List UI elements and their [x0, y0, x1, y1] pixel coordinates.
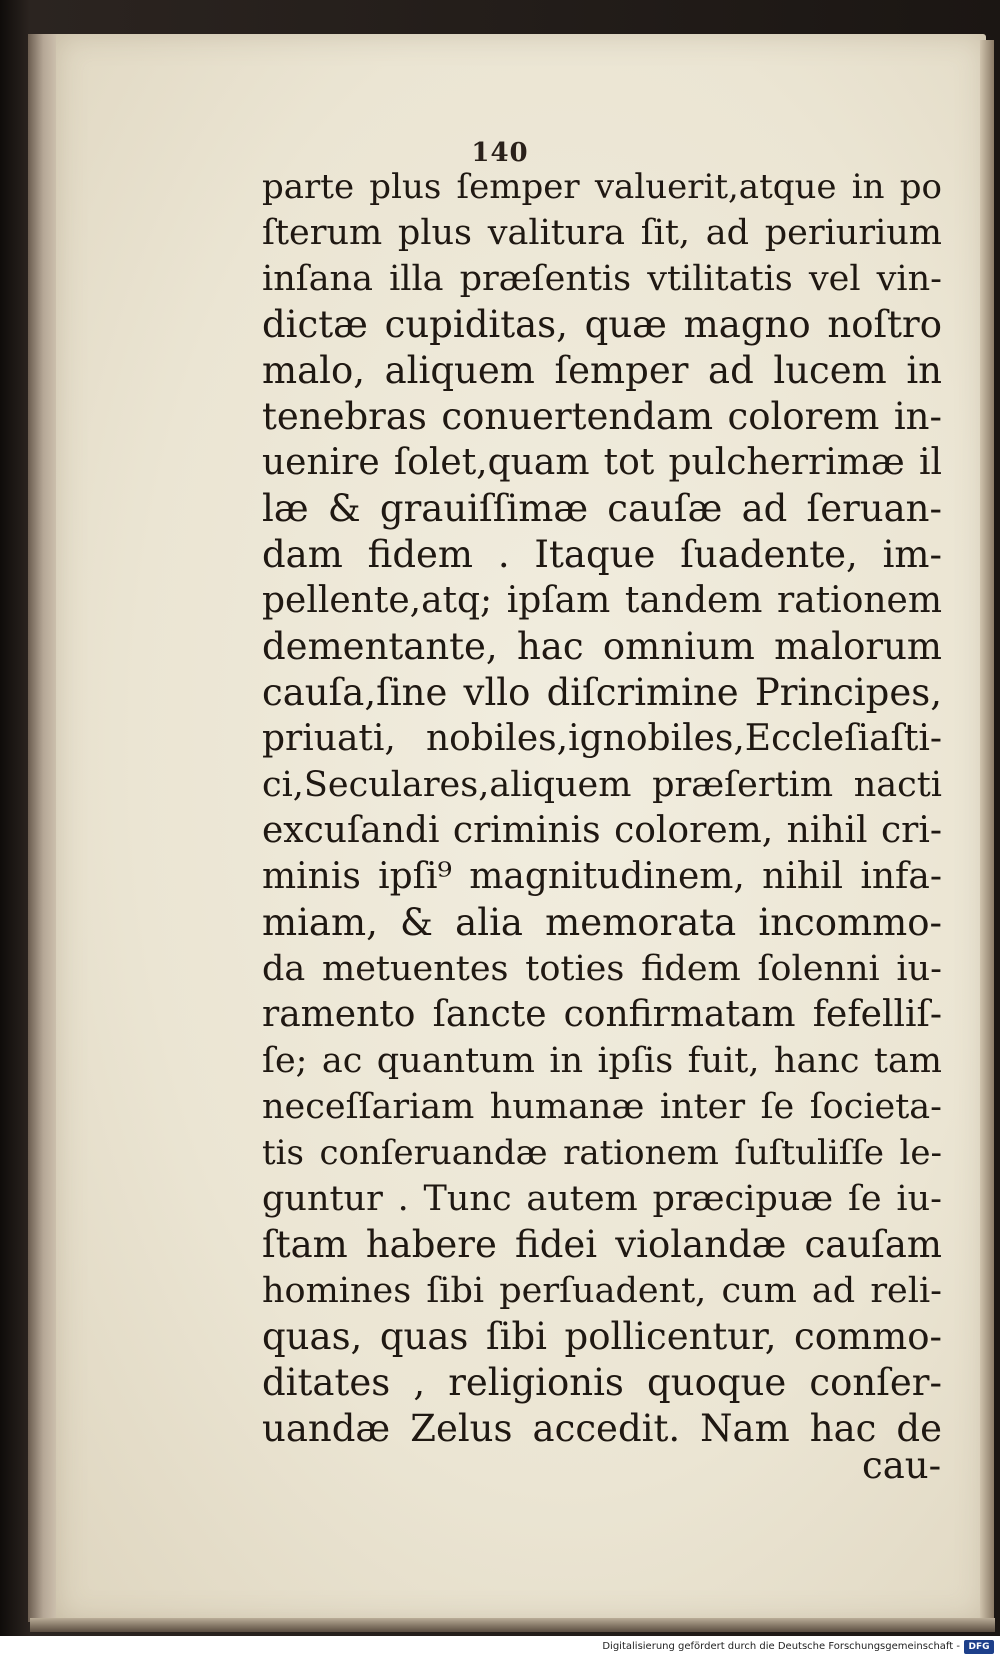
digitization-credit: Digitalisierung gefördert durch die Deutsche Forschungsgemeinschaft - — [602, 1641, 960, 1652]
text-line: ſterum plus valitura ſit, ad periurium — [262, 213, 942, 253]
text-line: tenebras conuertendam colorem in- — [262, 395, 942, 438]
catchword: cau- — [862, 1444, 942, 1487]
text-line: dam fidem . Itaque ſuadente, im- — [262, 533, 942, 576]
text-line: neceſſariam humanæ inter ſe ſocieta- — [262, 1087, 942, 1127]
text-line: excuſandi criminis colorem, nihil cri- — [262, 810, 943, 851]
text-line: pellente,atq; ipſam tandem rationem — [262, 580, 942, 621]
text-line: miam, & alia memorata incommo- — [262, 901, 942, 944]
body-text — [262, 164, 942, 1452]
text-line: tis conſeruandæ rationem ſuſtuliſſe le- — [262, 1133, 942, 1173]
text-line: priuati, nobiles,ignobiles,Eccleſiaſti- — [262, 718, 942, 759]
text-line: malo, aliquem ſemper ad lucem in — [262, 349, 942, 392]
text-line: minis ipſi⁹ magnitudinem, nihil infa- — [262, 856, 942, 897]
text-line: ramento ſancte confirmatam fefelliſ- — [262, 994, 942, 1035]
text-line: homines ſibi perſuadent, cum ad reli- — [262, 1271, 942, 1311]
text-line: uandæ Zelus accedit. Nam hac de — [262, 1407, 942, 1450]
page-fore-edge — [980, 40, 994, 1620]
text-line: inſana illa præſentis vtilitatis vel vin- — [262, 259, 942, 299]
text-line: uenire ſolet,quam tot pulcherrimæ il — [262, 442, 942, 483]
text-line: cauſa,ſine vllo diſcrimine Principes, — [262, 671, 942, 714]
text-line: ſtam habere fidei violandæ cauſam — [262, 1223, 942, 1266]
text-line: parte plus ſemper valuerit,atque in po — [262, 167, 942, 207]
page-bottom-edge — [30, 1618, 995, 1632]
text-line: da metuentes toties fidem ſolenni iu- — [262, 949, 942, 989]
text-line: guntur . Tunc autem præcipuæ ſe iu- — [262, 1179, 942, 1219]
text-line: ſe; ac quantum in ipſis fuit, hanc tam — [262, 1041, 942, 1081]
text-line: quas, quas ſibi pollicentur, commo- — [262, 1315, 942, 1358]
page-number: 140 — [471, 138, 529, 168]
text-line: ci,Seculares,aliquem præſertim nacti — [262, 765, 942, 805]
text-line: dictæ cupiditas, quæ magno noſtro — [262, 303, 942, 346]
text-line: læ & grauiſſimæ cauſæ ad ſeruan- — [262, 487, 942, 530]
text-line: ditates , religionis quoque conſer- — [262, 1361, 942, 1404]
dfg-logo: DFG — [964, 1640, 994, 1654]
text-line: dementante, hac omnium malorum — [262, 625, 942, 668]
